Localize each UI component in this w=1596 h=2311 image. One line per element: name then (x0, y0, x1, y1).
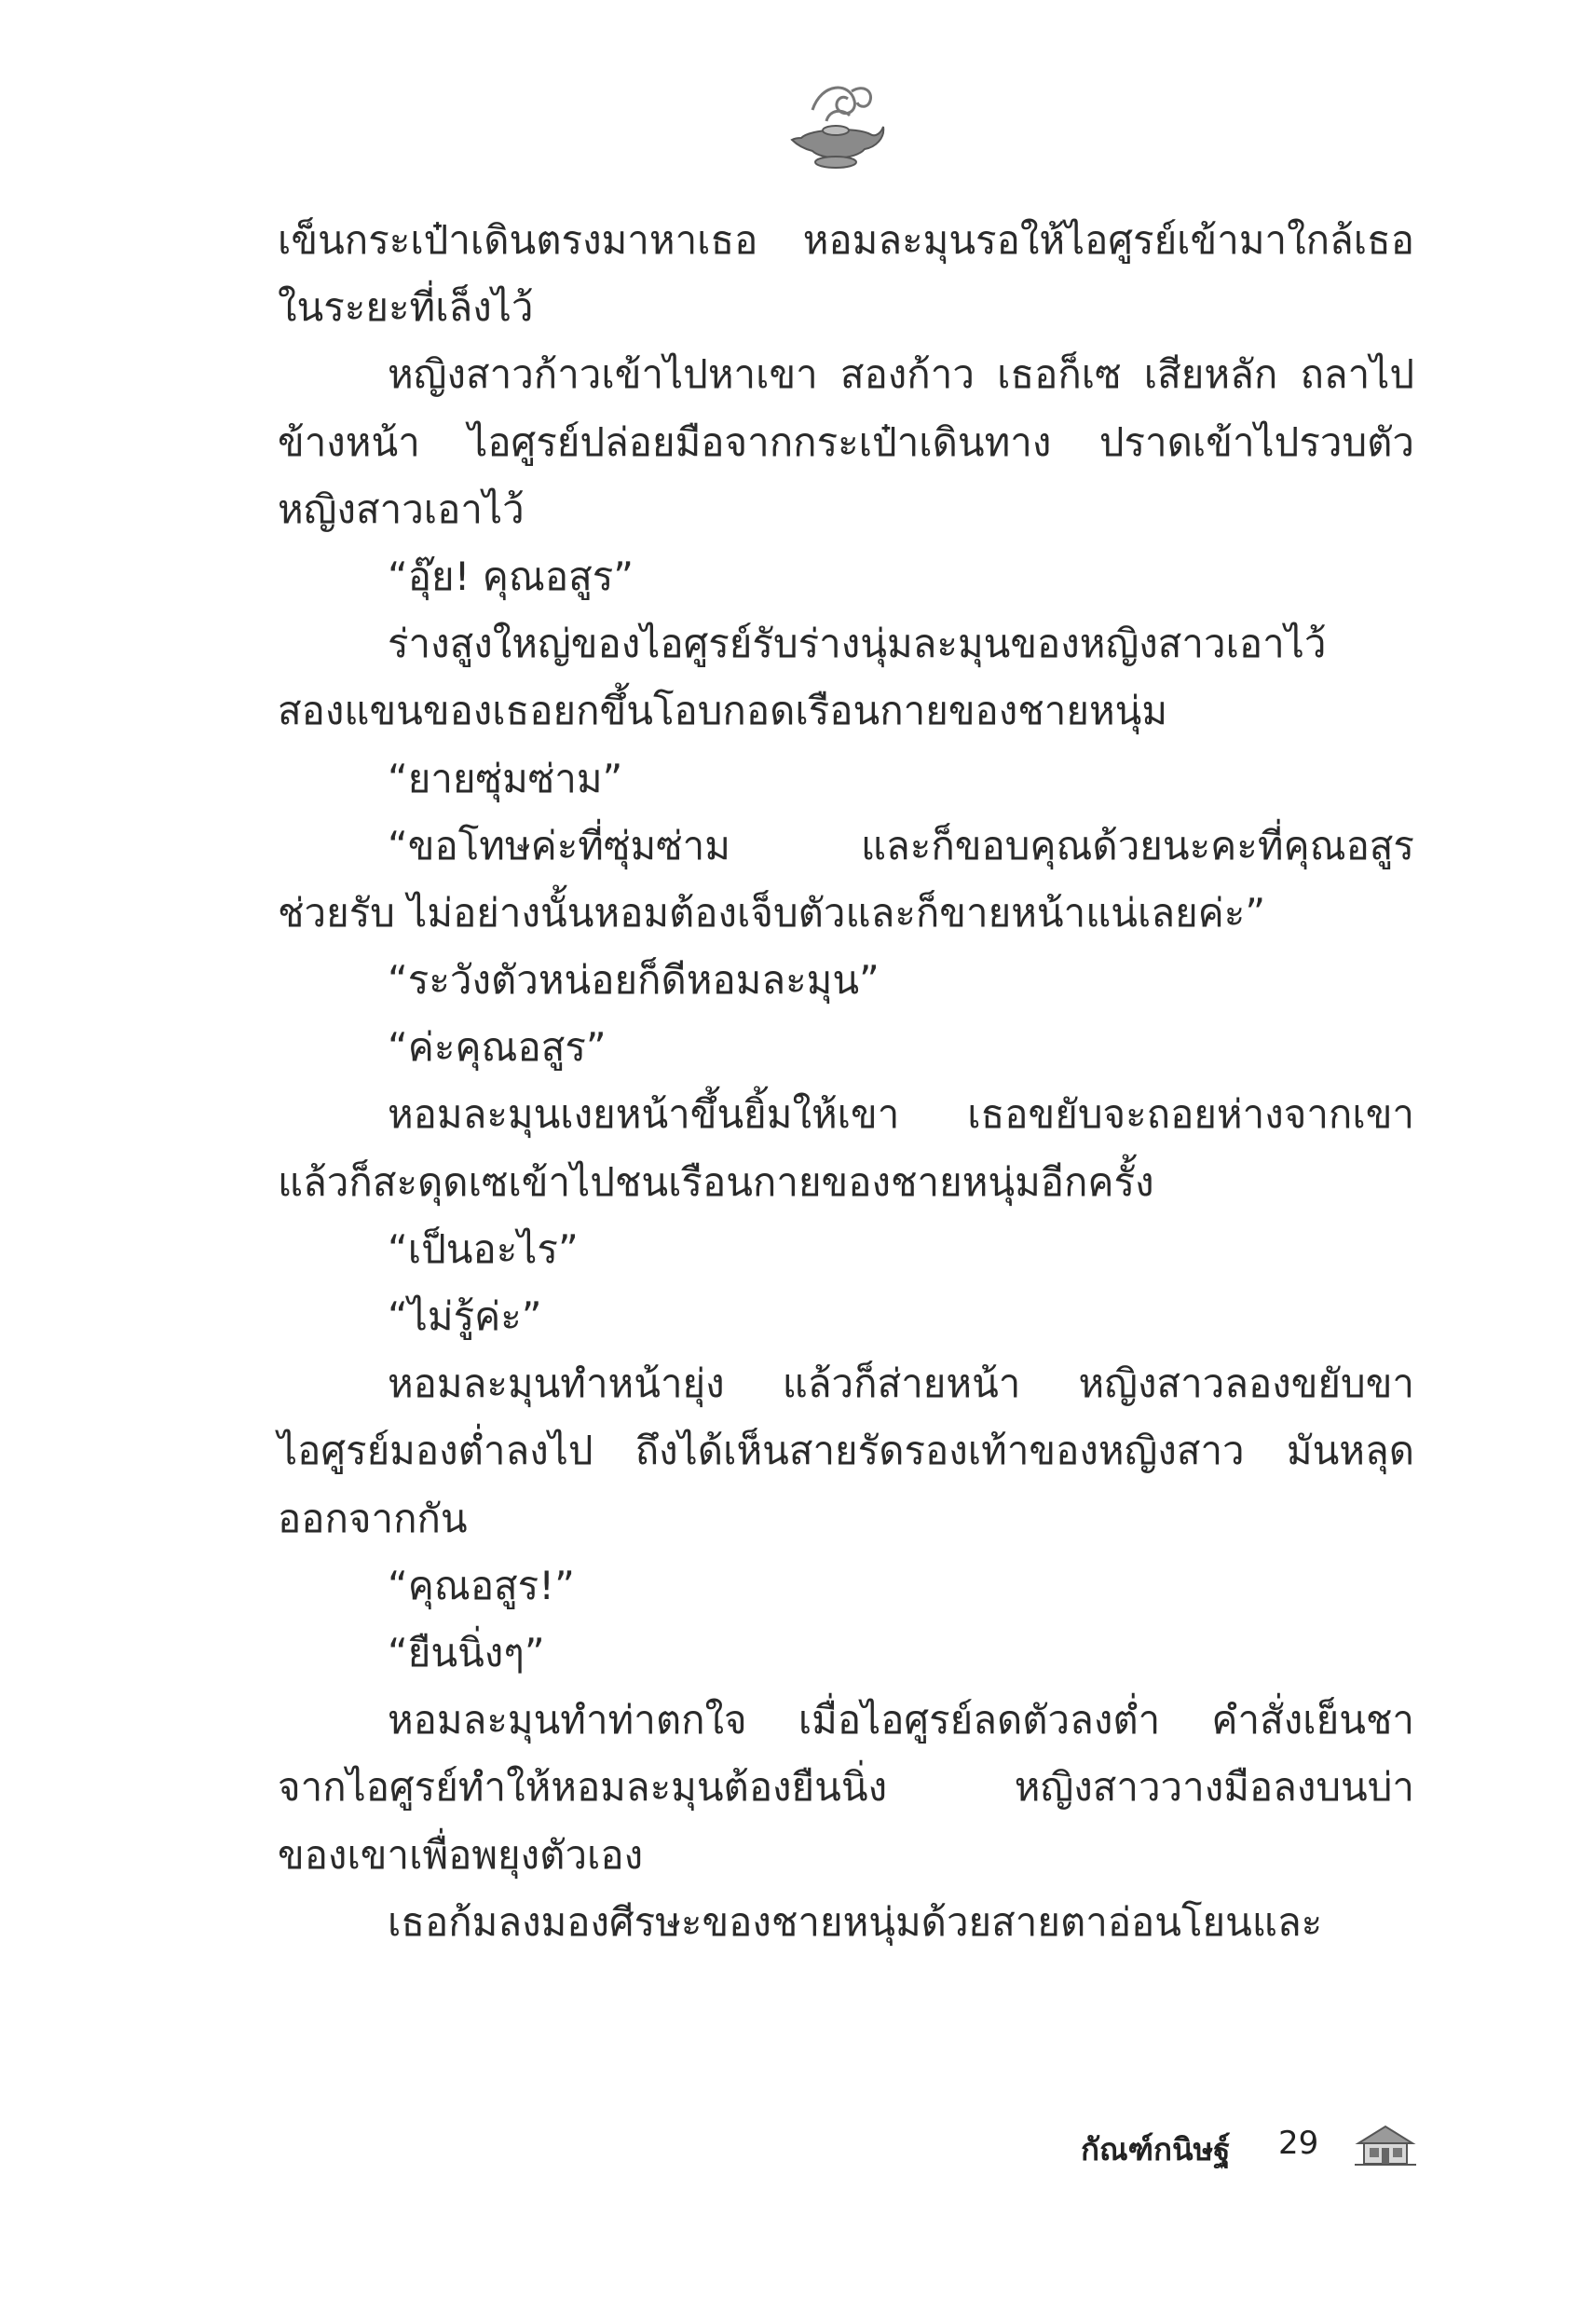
body-line: ของเขาเพื่อพยุงตัวเอง (278, 1831, 644, 1878)
body-line: “อุ๊ย! คุณอสูร” (388, 553, 634, 599)
body-line: “ยายซุ่มซ่าม” (388, 755, 623, 801)
body-line: “คุณอสูร!” (388, 1562, 575, 1608)
body-line: แล้วก็สะดุดเซเข้าไปชนเรือนกายของชายหนุ่มอีกครั้ง (278, 1158, 1154, 1205)
body-text (278, 207, 1414, 1956)
page-number: 29 (1278, 2125, 1319, 2162)
genie-lamp-icon (784, 73, 887, 175)
body-line: หญิงสาวก้าวเข้าไปหาเขา สองก้าว เธอก็เซ เสียหลัก ถลาไป (388, 351, 1414, 398)
book-title: กัณฑ์กนิษฐ์ (1081, 2131, 1231, 2167)
body-line: ในระยะที่เล็งไว้ (278, 284, 534, 331)
body-line: “เป็นอะไร” (388, 1225, 579, 1272)
body-line: “ไม่รู้ค่ะ” (388, 1293, 542, 1339)
body-line: ข้างหน้า ไอศูรย์ปล่อยมือจากกระเป๋าเดินทาง ปราดเข้าไปรวบตัว (278, 418, 1414, 465)
body-line: หญิงสาวเอาไว้ (278, 485, 525, 532)
body-line: หอมละมุนเงยหน้าขึ้นยิ้มให้เขา เธอขยับจะถอยห่างจากเขา (388, 1091, 1414, 1138)
body-line: “ระวังตัวหน่อยก็ดีหอมละมุน” (388, 957, 880, 1004)
page-footer (0, 2117, 1596, 2182)
body-line: จากไอศูรย์ทำให้หอมละมุนต้องยืนนิ่ง หญิงสาววางมือลงบนบ่า (278, 1764, 1414, 1811)
body-line: ออกจากกัน (278, 1495, 468, 1541)
body-line: “ค่ะคุณอสูร” (388, 1024, 607, 1071)
body-line: หอมละมุนทำหน้ายุ่ง แล้วก็ส่ายหน้า หญิงสาวลองขยับขา (388, 1361, 1414, 1407)
body-line: ไอศูรย์มองต่ำลงไป ถึงได้เห็นสายรัดรองเท้าของหญิงสาว มันหลุด (278, 1428, 1414, 1474)
body-line: “ขอโทษค่ะที่ซุ่มซ่าม และก็ขอบคุณด้วยนะคะที่คุณอสูร (388, 822, 1414, 868)
body-line: เธอก้มลงมองศีรษะของชายหนุ่มด้วยสายตาอ่อนโยนและ (388, 1898, 1323, 1945)
house-icon (1353, 2123, 1418, 2167)
body-line: สองแขนของเธอยกขึ้นโอบกอดเรือนกายของชายหนุ่ม (278, 688, 1168, 734)
body-line: หอมละมุนทำท่าตกใจ เมื่อไอศูรย์ลดตัวลงต่ำ คำสั่งเย็นชา (388, 1697, 1414, 1744)
body-line: ช่วยรับ ไม่อย่างนั้นหอมต้องเจ็บตัวและก็ขายหน้าแน่เลยค่ะ” (278, 889, 1266, 936)
body-line: เข็นกระเป๋าเดินตรงมาหาเธอ หอมละมุนรอให้ไอศูรย์เข้ามาใกล้เธอ (278, 217, 1414, 263)
body-line: “ยืนนิ่งๆ” (388, 1629, 545, 1675)
body-line: ร่างสูงใหญ่ของไอศูรย์รับร่างนุ่มละมุนของหญิงสาวเอาไว้ (388, 621, 1327, 667)
